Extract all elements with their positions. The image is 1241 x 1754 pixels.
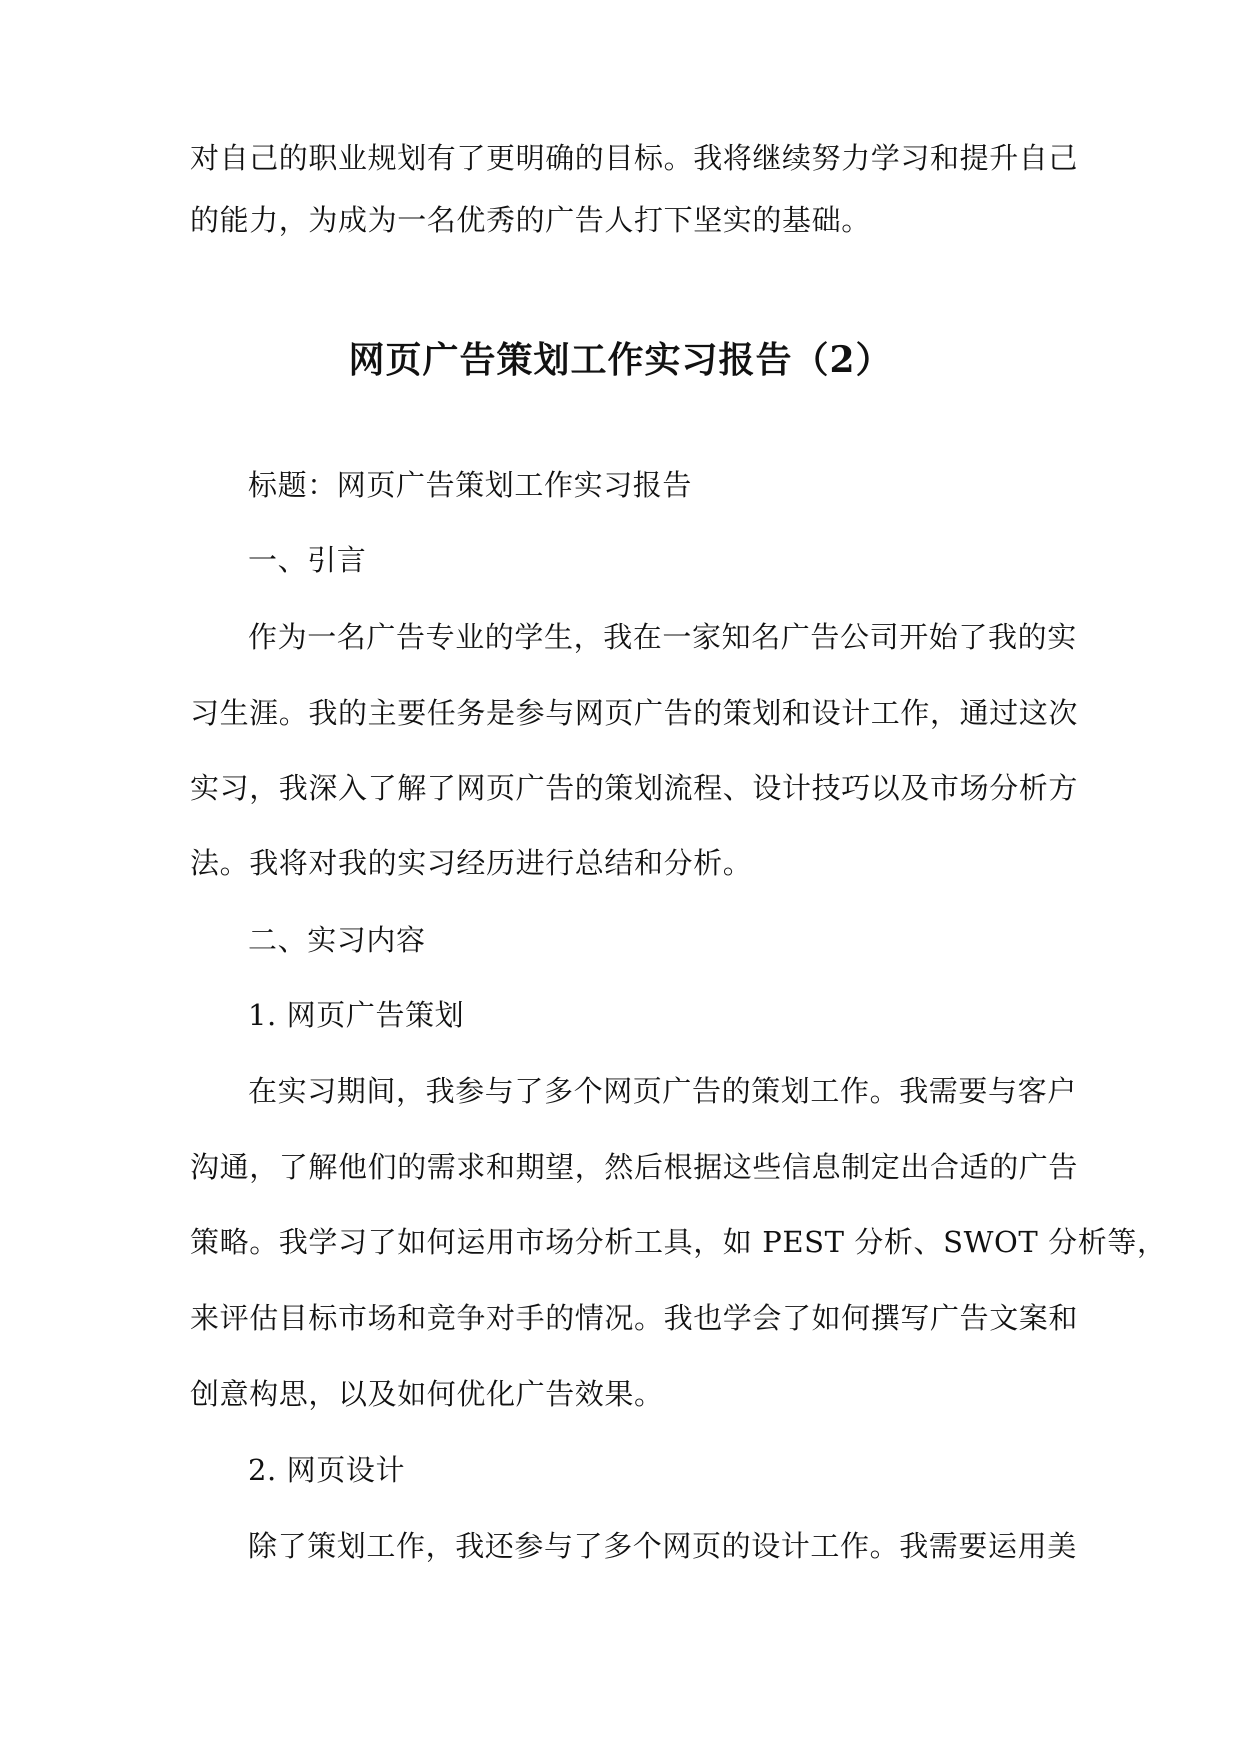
subject-line: 标题：网页广告策划工作实习报告 (248, 468, 693, 502)
subheading-web-design: 2. 网页设计 (248, 1453, 406, 1487)
paragraph-line: 作为一名广告专业的学生，我在一家知名广告公司开始了我的实 (248, 620, 1077, 654)
paragraph-line: 创意构思，以及如何优化广告效果。 (190, 1377, 664, 1411)
paragraph-line: 策略。我学习了如何运用市场分析工具，如 PEST 分析、SWOT 分析等， (190, 1225, 1167, 1259)
heading-internship-content: 二、实习内容 (248, 923, 426, 957)
paragraph-line: 习生涯。我的主要任务是参与网页广告的策划和设计工作，通过这次 (190, 696, 1079, 730)
section-title: 网页广告策划工作实习报告（2） (348, 339, 893, 381)
paragraph-line: 对自己的职业规划有了更明确的目标。我将继续努力学习和提升自己 (190, 141, 1079, 175)
paragraph-line: 实习，我深入了解了网页广告的策划流程、设计技巧以及市场分析方 (190, 771, 1079, 805)
paragraph-line: 除了策划工作，我还参与了多个网页的设计工作。我需要运用美 (248, 1529, 1077, 1563)
paragraph-line: 来评估目标市场和竞争对手的情况。我也学会了如何撰写广告文案和 (190, 1301, 1079, 1335)
heading-introduction: 一、引言 (248, 543, 367, 577)
paragraph-line: 法。我将对我的实习经历进行总结和分析。 (190, 846, 753, 880)
paragraph-line: 在实习期间，我参与了多个网页广告的策划工作。我需要与客户 (248, 1074, 1077, 1108)
subheading-ad-planning: 1. 网页广告策划 (248, 998, 465, 1032)
paragraph-line: 的能力，为成为一名优秀的广告人打下坚实的基础。 (190, 203, 871, 237)
paragraph-line: 沟通，了解他们的需求和期望，然后根据这些信息制定出合适的广告 (190, 1150, 1079, 1184)
